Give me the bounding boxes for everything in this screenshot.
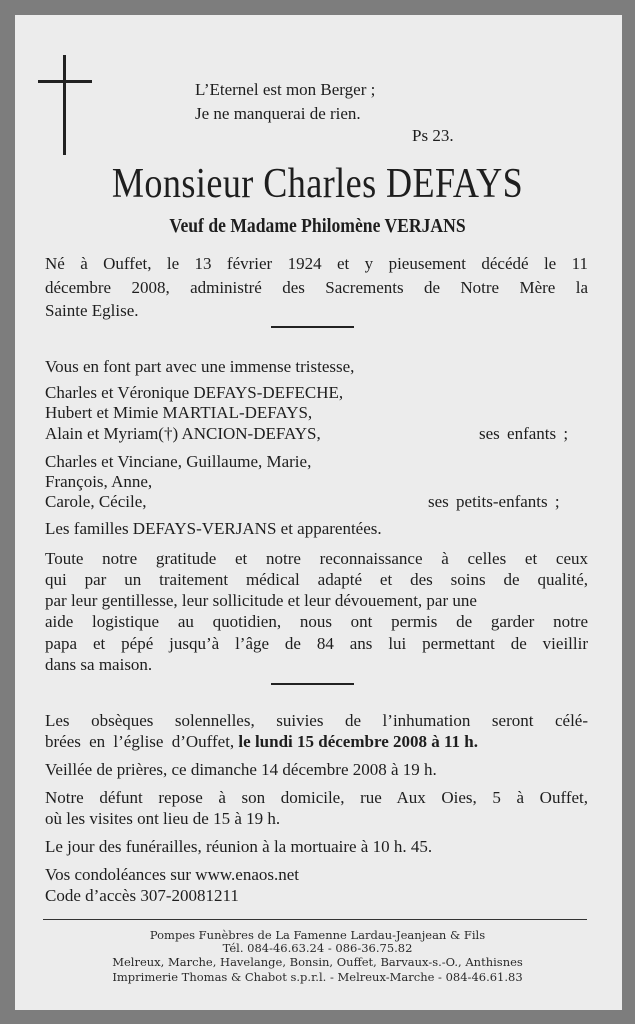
child-name: Alain et Myriam(†) ANCION-DEFAYS, [45, 424, 321, 443]
grandchildren-label: ses petits-enfants ; [428, 492, 560, 511]
funeral-line-2 [45, 732, 478, 752]
deceased-name: Monsieur Charles DEFAYS [111, 161, 524, 207]
footer-printer: Imprimerie Thomas & Chabot s.p.r.l. - Melreux-Marche - 084-46.61.83 [112, 970, 523, 984]
grandchild-name: Charles et Vinciane, Guillaume, Marie, [45, 452, 312, 471]
funeral-location: brées en l’église d’Ouffet, [45, 732, 235, 751]
condolences-website: Vos condoléances sur www.enaos.net [45, 865, 299, 884]
gratitude-line: dans sa maison. [45, 655, 153, 674]
gratitude-line: qui par un traitement médical adapté et des soins de qualité, [45, 570, 588, 589]
birth-death-line-3: Sainte Eglise. [45, 301, 139, 320]
vigil: Veillée de prières, ce dimanche 14 décembre 2008 à 19 h. [45, 760, 437, 779]
birth-death-line-1: Né à Ouffet, le 13 février 1924 et y pieusement décédé le 11 [45, 254, 588, 273]
cross-icon [63, 55, 66, 155]
meeting: Le jour des funérailles, réunion à la mortuaire à 10 h. 45. [45, 837, 433, 856]
grandchild-name: Carole, Cécile, [45, 492, 147, 511]
child-name: Charles et Véronique DEFAYS-DEFECHE, [45, 383, 344, 402]
footer-rule [43, 919, 587, 920]
grandchild-name: François, Anne, [45, 472, 153, 491]
gratitude-line: Toute notre gratitude et notre reconnaissance à celles et ceux [45, 549, 588, 568]
child-name: Hubert et Mimie MARTIAL-DEFAYS, [45, 403, 313, 422]
psalm-line-1: L’Eternel est mon Berger ; [195, 80, 376, 99]
gratitude-line: papa et pépé jusqu’à l’âge de 84 ans lui permettant de vieillir [45, 634, 588, 653]
footer-phone: Tél. 084-46.63.24 - 086-36.75.82 [222, 941, 413, 955]
psalm-reference: Ps 23. [412, 126, 454, 145]
announcement: Vous en font part avec une immense tristesse, [45, 357, 355, 376]
gratitude-line: aide logistique au quotidien, nous ont permis de garder notre [45, 612, 588, 631]
divider [271, 326, 354, 328]
footer-locations: Melreux, Marche, Havelange, Bonsin, Ouffet, Barvaux-s.-O., Anthisnes [112, 955, 523, 969]
deceased-subtitle: Veuf de Madame Philomène VERJANS [169, 215, 466, 237]
funeral-line-1: Les obsèques solennelles, suivies de l’inhumation seront célé- [45, 711, 588, 730]
rest-line-2: où les visites ont lieu de 15 à 19 h. [45, 809, 281, 828]
rest-line-1: Notre défunt repose à son domicile, rue Aux Oies, 5 à Ouffet, [45, 788, 588, 807]
footer-undertaker: Pompes Funèbres de La Famenne Lardau-Jeanjean & Fils [149, 928, 486, 942]
access-code: Code d’accès 307-20081211 [45, 886, 239, 905]
divider [271, 683, 354, 685]
children-label: ses enfants ; [479, 424, 569, 443]
funeral-date: le lundi 15 décembre 2008 à 11 h. [238, 732, 479, 751]
psalm-line-2: Je ne manquerai de rien. [195, 104, 361, 123]
birth-death-line-2: décembre 2008, administré des Sacrements de Notre Mère la [45, 278, 588, 297]
gratitude-line: par leur gentillesse, leur sollicitude et leur dévouement, par une [45, 591, 477, 610]
families: Les familles DEFAYS-VERJANS et apparentées. [45, 519, 382, 538]
cross-icon-bar [38, 80, 92, 83]
